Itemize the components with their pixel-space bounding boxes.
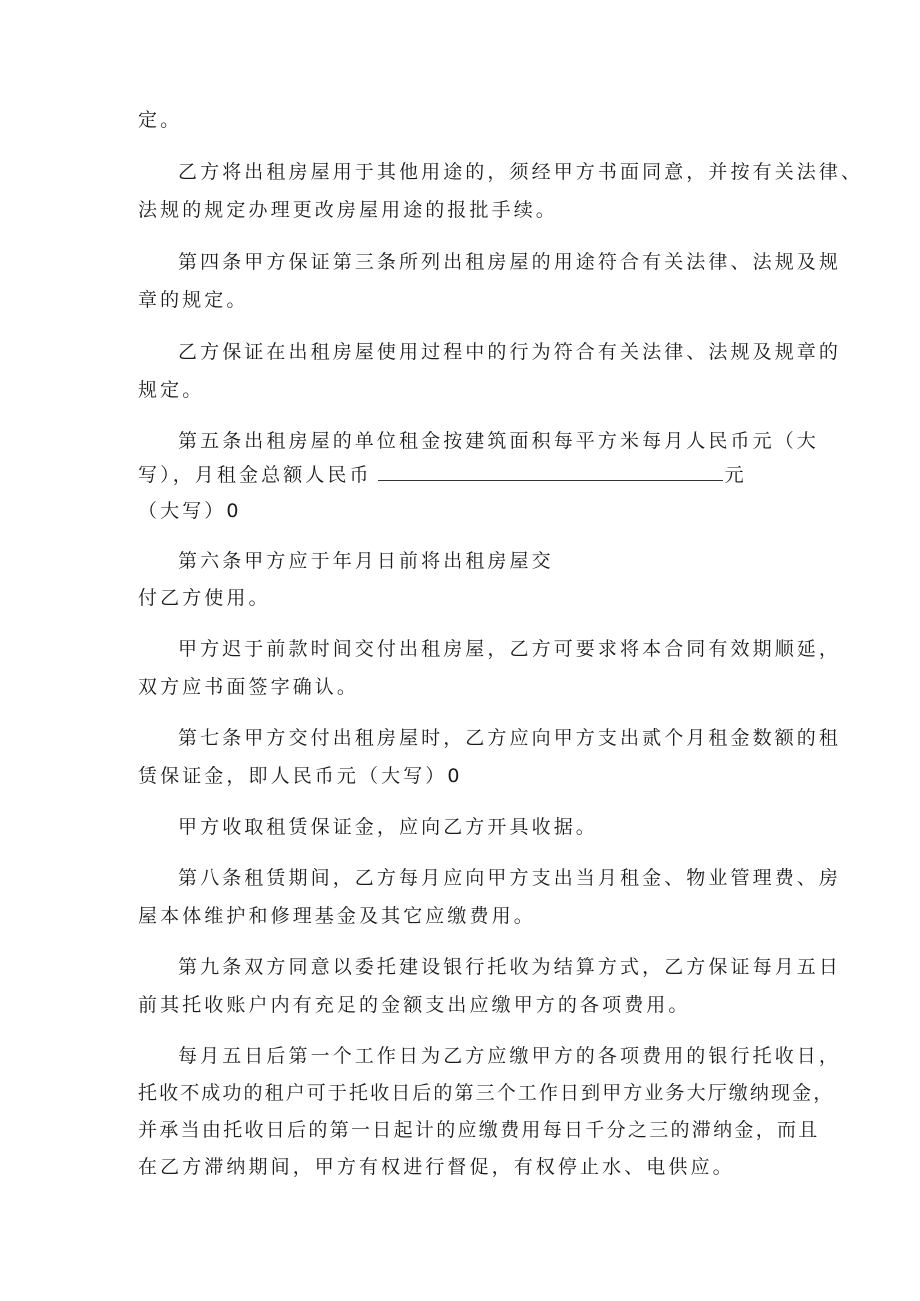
text-line: 第四条甲方保证第三条所列出租房屋的用途符合有关法律、法规及规	[178, 251, 842, 273]
text-line: 第九条双方同意以委托建设银行托收为结算方式，乙方保证每月五日	[178, 956, 842, 978]
blank-fill-line	[378, 464, 723, 481]
text-line: 章的规定。	[138, 289, 249, 311]
text-line: 定。	[138, 109, 183, 131]
text-line: 并承当由托收日后的第一日起计的应缴费用每日千分之三的滞纳金，而且	[138, 1119, 820, 1141]
text-line: 付乙方使用。	[138, 587, 271, 609]
text-line: 甲方收取租赁保证金，应向乙方开具收据。	[178, 816, 598, 838]
text-line: 第七条甲方交付出租房屋时，乙方应向甲方支出贰个月租金数额的租	[178, 727, 842, 749]
text-line: （大写）0	[138, 500, 242, 522]
text-line: 每月五日后第一个工作日为乙方应缴甲方的各项费用的银行托收日，	[178, 1045, 842, 1067]
text-line: 乙方保证在出租房屋使用过程中的行为符合有关法律、法规及规章的	[178, 341, 842, 363]
text-line: 双方应书面签字确认。	[138, 676, 360, 698]
text-line: 第八条租赁期间，乙方每月应向甲方支出当月租金、物业管理费、房	[178, 867, 842, 889]
text-line: 第五条出租房屋的单位租金按建筑面积每平方米每月人民币元（大	[178, 430, 819, 452]
text-segment: 元	[724, 464, 747, 486]
text-line: 赁保证金，即人民币元（大写）0	[138, 765, 463, 787]
text-segment: 写），月租金总额人民币	[138, 464, 372, 486]
text-line: 前其托收账户内有充足的金额支出应缴甲方的各项费用。	[138, 994, 691, 1016]
text-line	[138, 463, 747, 487]
text-line: 乙方将出租房屋用于其他用途的，须经甲方书面同意，并按有关法律、	[178, 161, 864, 183]
text-line: 规定。	[138, 379, 205, 401]
text-line: 在乙方滞纳期间，甲方有权进行督促，有权停止水、电供应。	[138, 1156, 735, 1178]
text-line: 甲方迟于前款时间交付出租房屋，乙方可要求将本合同有效期顺延，	[178, 638, 842, 660]
text-line: 屋本体维护和修理基金及其它应缴费用。	[138, 905, 536, 927]
text-line: 第六条甲方应于年月日前将出租房屋交	[178, 550, 554, 572]
text-line: 托收不成功的租户可于托收日后的第三个工作日到甲方业务大厅缴纳现金，	[138, 1082, 835, 1104]
text-line: 法规的规定办理更改房屋用途的报批手续。	[138, 199, 558, 221]
